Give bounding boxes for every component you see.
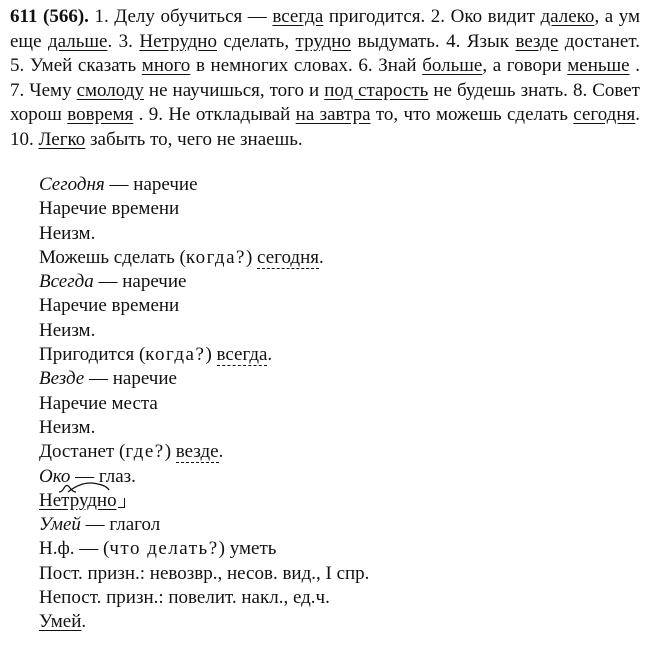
analysis-line xyxy=(39,562,639,586)
text-run: ) xyxy=(164,441,176,463)
text-run: Пост. призн.: невозвр., несов. вид., I спр. xyxy=(39,562,370,584)
text-run: сделать, xyxy=(216,30,296,52)
text-run: Н.ф. — ( xyxy=(39,538,110,560)
underlined-word: вовремя xyxy=(67,104,134,125)
text-run: ) уметь xyxy=(218,538,277,560)
text-run: — глаз. xyxy=(70,465,136,487)
text-run: Пригодится ( xyxy=(39,344,146,366)
underlined-word: Умей xyxy=(39,611,82,633)
underlined-word: всегда xyxy=(272,6,324,27)
text-run: Неизм. xyxy=(39,222,96,244)
analysis-line xyxy=(39,465,639,489)
text-run: . xyxy=(81,611,87,633)
text-run: . xyxy=(267,344,273,366)
text-run: Наречие времени xyxy=(39,198,180,220)
text-run: . xyxy=(319,246,324,268)
italic-word: Везде xyxy=(39,368,85,390)
analysis-line xyxy=(39,197,639,221)
text-run: Наречие времени xyxy=(39,295,180,317)
text-run: . 9. Не откладывай xyxy=(133,104,296,125)
underlined-word: много xyxy=(141,55,191,76)
morpheme-marks-icon xyxy=(39,480,129,494)
morphemic-word-text: Нетрудно xyxy=(39,489,117,511)
underlined-word: меньше xyxy=(567,55,630,76)
text-run: Наречие места xyxy=(39,392,158,414)
exercise-number: 611 (566). xyxy=(10,6,89,27)
analysis-lines xyxy=(39,173,639,635)
italic-word: Умей xyxy=(39,514,81,536)
text-run: ) xyxy=(205,344,217,366)
text-run: достанет. 5. Умей сказать xyxy=(10,30,640,76)
text-run: , а говори xyxy=(482,55,568,76)
text-run: Можешь сделать ( xyxy=(39,246,186,268)
underlined-word: под старость xyxy=(324,79,429,101)
exercise-text xyxy=(10,6,640,150)
analysis-line xyxy=(39,343,639,367)
text-run: — глагол xyxy=(80,514,161,536)
analysis-line xyxy=(39,294,639,318)
text-run: . 7. Чему xyxy=(10,55,641,101)
underlined-word: дальше xyxy=(47,30,108,52)
underlined-word: трудно xyxy=(295,30,351,52)
analysis-line xyxy=(39,367,639,391)
underlined-word: Нетрудно xyxy=(139,30,217,52)
italic-word: Сегодня xyxy=(39,174,105,195)
analysis-line xyxy=(39,610,639,634)
text-run: не будешь знать. 8. Совет хорош xyxy=(10,79,640,125)
morphemic-word xyxy=(39,489,125,513)
underlined-word: на завтра xyxy=(295,104,371,125)
text-run: Достанет ( xyxy=(39,441,126,463)
text-run: 1. Делу обучиться — xyxy=(88,6,273,27)
underlined-word: далеко xyxy=(540,6,595,27)
analysis-line xyxy=(39,392,639,416)
text-run: . xyxy=(218,441,224,463)
text-run: то, что можешь сделать xyxy=(370,104,574,125)
underlined-word: везде xyxy=(515,30,559,52)
analysis-line xyxy=(39,270,639,294)
text-run: не научишься, того и xyxy=(143,79,325,101)
ending-bracket-icon xyxy=(118,498,125,508)
question-word: когда? xyxy=(145,344,206,366)
text-run: , а ум еще xyxy=(10,6,641,52)
dashed-underlined-word: сегодня xyxy=(257,246,319,268)
analysis-line xyxy=(39,489,639,513)
text-run: Непост. призн.: повелит. накл., ед.ч. xyxy=(39,587,330,609)
question-word: когда? xyxy=(185,246,246,268)
analysis-line xyxy=(39,246,639,270)
italic-word: Око xyxy=(39,465,71,487)
text-run: . 10. xyxy=(10,104,640,150)
question-word: где? xyxy=(125,441,165,463)
analysis-line xyxy=(39,319,639,343)
analysis-line xyxy=(39,173,639,197)
analysis-line xyxy=(39,586,639,610)
analysis-line xyxy=(39,537,639,561)
underlined-word: больше xyxy=(422,55,483,76)
text-run: Неизм. xyxy=(39,416,96,438)
text-run: пригодится. 2. Око видит xyxy=(323,6,541,27)
exercise-paragraph xyxy=(10,5,640,152)
text-run: выдумать. 4. Язык xyxy=(350,30,516,52)
dashed-underlined-word: везде xyxy=(175,441,219,463)
text-run: — наречие xyxy=(104,174,198,195)
analysis-line xyxy=(39,416,639,440)
text-run: Неизм. xyxy=(39,319,96,341)
text-run: . 3. xyxy=(107,30,140,52)
text-run: в немногих словах. 6. Знай xyxy=(190,55,423,76)
dashed-underlined-word: всегда xyxy=(216,344,268,366)
text-run: — наречие xyxy=(84,368,177,390)
text-run: забыть то, чего не знаешь. xyxy=(85,128,303,150)
analysis-line xyxy=(39,440,639,464)
text-run: ) xyxy=(245,246,258,268)
analysis-line xyxy=(39,513,639,537)
underlined-word: сегодня xyxy=(573,104,636,125)
text-run: — наречие xyxy=(93,271,187,293)
italic-word: Всегда xyxy=(39,271,94,293)
question-word: что делать? xyxy=(109,538,219,560)
analysis-line xyxy=(39,222,639,246)
underlined-word: смолоду xyxy=(76,79,144,101)
underlined-word: Легко xyxy=(38,128,86,150)
